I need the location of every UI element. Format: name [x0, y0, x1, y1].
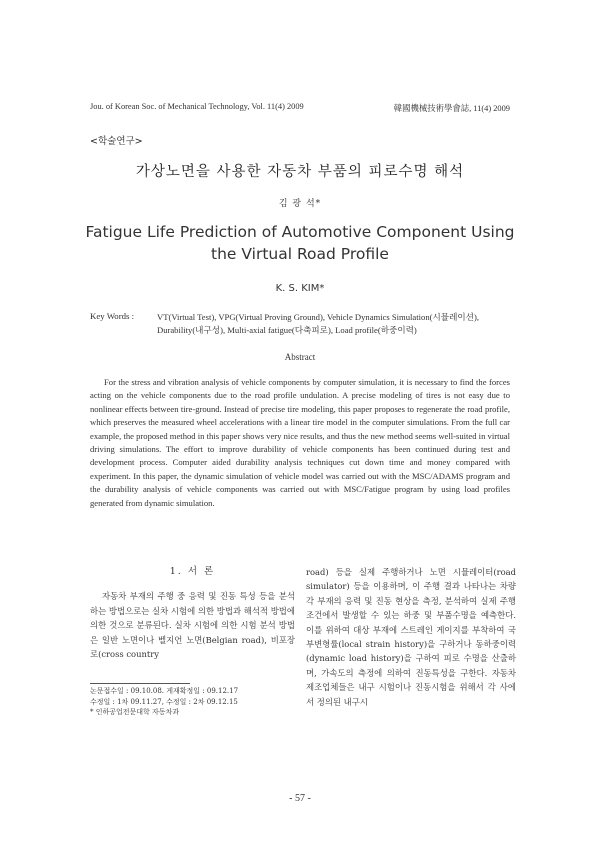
left-column-text: 자동차 부재의 주행 중 응력 및 진동 특성 등을 분석하는 방법으로는 실차 시험에 의한 방법과 해석적 방법에 의한 것으로 분류된다. 실차 시험에 의한 시험 분석 방법은 일반 노면이나 벨지언 노면(Belgian road), 비포장로(cross country [90, 591, 295, 660]
footnote-affiliation: * 인하공업전문대학 자동차과 [90, 708, 180, 716]
journal-header-left: Jou. of Korean Soc. of Mechanical Technology, Vol. 11(4) 2009 [90, 102, 304, 111]
footnote-divider [90, 683, 190, 684]
author-english: K. S. KIM* [275, 283, 325, 294]
abstract-heading: Abstract [284, 352, 316, 362]
section-heading: 1. 서 론 [169, 566, 216, 577]
footnote-received: 논문접수일 : 09.10.08. 게재확정일 : 09.12.17 [90, 687, 239, 695]
left-column [90, 565, 295, 661]
footnote-revised: 수정일 : 1차 09.11.27, 수정일 : 2차 09.12.15 [90, 697, 238, 706]
keywords-label: Key Words : [90, 311, 135, 321]
title-english: Fatigue Life Prediction of Automotive Component Using the Virtual Road Profile [85, 223, 515, 263]
footnote [90, 686, 238, 718]
right-column-text: road) 등을 실제 주행하거나 노면 시뮬레이터(road simulator) 등을 이용하며, 이 주행 결과 나타나는 차량 각 부재의 응력 및 진동 현상을 측정, 분석하여 실제 주행 조건에서 발생할 수 있는 하중 및 부품수명을 예측한다. 이를 위하여 대상 부재에 스트레인 게이지를 부착하여 국부변형률(local strain history)을 구하거나 동하중이력(dynamic load history)을 구하여 피로 수명을 산출하며, 가속도의 측정에 의하여 진동특성을 구한다. 자동차 제조업체들은 내구 시험이나 진동시험을 위해서 각 사에서 정의된 내구시 [306, 567, 516, 707]
abstract-paragraph: For the stress and vibration analysis of vehicle components by computer simulation, it is necessary to find the forces acting on the vehicle components due to the road profile undulation. A precise modeling of tires is not easy due to nonlinear effects between tire-ground. Instead of precise tire modeling, this paper proposes to regenerate the road profile, which preserves the measured wheel accelerations with a linear tire model in the computer simulations. From the full car example, the proposed method in this paper shows very nice results, and thus the new method seems well-suited in virtual driving simulations. The effort to improve durability of vehicle components has been continued during test and development process. Computer aided durability analysis techniques cut down time and money compared with experiment. In this paper, the dynamic simulation of vehicle model was carried out with the MSC/ADAMS program and the durability analysis of vehicle components was carried out with MSC/Fatigue program by using load profiles generated from dynamic simulation. [90, 377, 510, 508]
journal-header-right: 韓國機械技術學會誌, 11(4) 2009 [393, 104, 510, 113]
keywords-text: VT(Virtual Test), VPG(Virtual Proving Ground), Vehicle Dynamics Simulation(시뮬레이션), Durability(내구성), Multi-axial fatigue(다축피로), Load profile(하중이력) [157, 312, 479, 335]
title-korean: 가상노면을 사용한 자동차 부품의 피로수명 해석 [135, 164, 465, 180]
right-column [306, 565, 516, 709]
page-number: - 57 - [289, 793, 311, 804]
author-korean: 김 광 석* [278, 199, 322, 209]
abstract-body [90, 376, 510, 510]
article-category: <학술연구> [90, 136, 143, 147]
